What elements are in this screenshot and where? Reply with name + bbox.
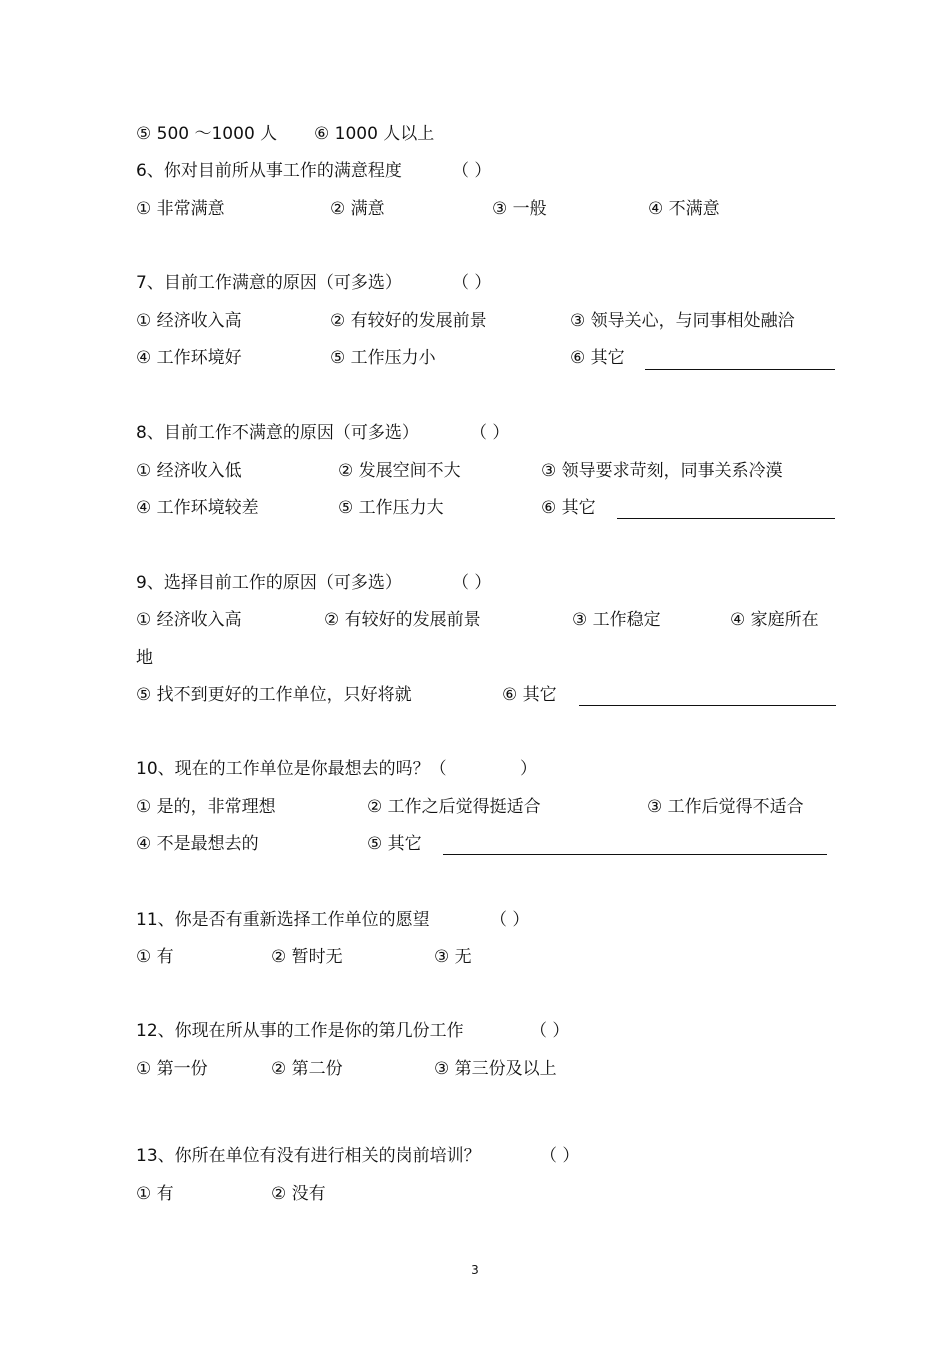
question-11-answer-paren[interactable]: （ ）: [490, 910, 530, 930]
q7-other-blank[interactable]: [645, 369, 835, 370]
question-8-title: 8、目前工作不满意的原因（可多选）: [136, 423, 419, 443]
q13-option-1[interactable]: ① 有: [136, 1184, 174, 1204]
q10-option-5[interactable]: ⑤ 其它: [367, 834, 422, 854]
question-7-title: 7、目前工作满意的原因（可多选）: [136, 273, 402, 293]
q11-option-3[interactable]: ③ 无: [434, 947, 472, 967]
q10-option-1[interactable]: ① 是的，非常理想: [136, 797, 276, 817]
q7-option-3[interactable]: ③ 领导关心，与同事相处融洽: [570, 311, 795, 331]
q7-option-4[interactable]: ④ 工作环境好: [136, 348, 242, 368]
q9-option-1[interactable]: ① 经济收入高: [136, 610, 242, 630]
q8-option-4[interactable]: ④ 工作环境较差: [136, 498, 259, 518]
q9-option-2[interactable]: ② 有较好的发展前景: [324, 610, 481, 630]
q11-option-2[interactable]: ② 暂时无: [271, 947, 343, 967]
q10-option-3[interactable]: ③ 工作后觉得不适合: [647, 797, 804, 817]
option-1000-plus[interactable]: ⑥ 1000 人以上: [314, 124, 435, 144]
question-7-answer-paren[interactable]: （ ）: [452, 273, 492, 293]
q8-option-5[interactable]: ⑤ 工作压力大: [338, 498, 444, 518]
q13-option-2[interactable]: ② 没有: [271, 1184, 326, 1204]
question-10-answer-paren[interactable]: ）: [520, 759, 537, 779]
question-6-answer-paren[interactable]: （ ）: [452, 161, 492, 181]
question-10-title: 10、现在的工作单位是你最想去的吗？（: [136, 759, 447, 779]
q9-option-4-wrap: 地: [136, 648, 153, 668]
question-13-answer-paren[interactable]: （ ）: [540, 1146, 580, 1166]
question-12-answer-paren[interactable]: （ ）: [530, 1021, 570, 1041]
q7-option-2[interactable]: ② 有较好的发展前景: [330, 311, 487, 331]
q7-option-6[interactable]: ⑥ 其它: [570, 348, 625, 368]
q8-option-3[interactable]: ③ 领导要求苛刻，同事关系冷漠: [541, 461, 783, 481]
q8-option-1[interactable]: ① 经济收入低: [136, 461, 242, 481]
q6-option-1[interactable]: ① 非常满意: [136, 199, 225, 219]
question-6-title: 6、你对目前所从事工作的满意程度: [136, 161, 402, 181]
q12-option-3[interactable]: ③ 第三份及以上: [434, 1059, 557, 1079]
q8-other-blank[interactable]: [617, 518, 835, 519]
q10-other-blank[interactable]: [443, 854, 827, 855]
question-9-answer-paren[interactable]: （ ）: [452, 573, 492, 593]
question-13-title: 13、你所在单位有没有进行相关的岗前培训？: [136, 1146, 481, 1166]
q8-option-6[interactable]: ⑥ 其它: [541, 498, 596, 518]
q8-option-2[interactable]: ② 发展空间不大: [338, 461, 461, 481]
q9-option-3[interactable]: ③ 工作稳定: [572, 610, 661, 630]
q6-option-4[interactable]: ④ 不满意: [648, 199, 720, 219]
page-number: 3: [471, 1263, 479, 1277]
q7-option-5[interactable]: ⑤ 工作压力小: [330, 348, 436, 368]
q6-option-3[interactable]: ③ 一般: [492, 199, 547, 219]
question-9-title: 9、选择目前工作的原因（可多选）: [136, 573, 402, 593]
question-8-answer-paren[interactable]: （ ）: [470, 423, 510, 443]
q6-option-2[interactable]: ② 满意: [330, 199, 385, 219]
question-12-title: 12、你现在所从事的工作是你的第几份工作: [136, 1021, 464, 1041]
q12-option-2[interactable]: ② 第二份: [271, 1059, 343, 1079]
q11-option-1[interactable]: ① 有: [136, 947, 174, 967]
q9-option-5[interactable]: ⑤ 找不到更好的工作单位，只好将就: [136, 685, 412, 705]
q10-option-4[interactable]: ④ 不是最想去的: [136, 834, 259, 854]
q9-other-blank[interactable]: [579, 705, 836, 706]
q9-option-4[interactable]: ④ 家庭所在: [730, 610, 819, 630]
q10-option-2[interactable]: ② 工作之后觉得挺适合: [367, 797, 541, 817]
q12-option-1[interactable]: ① 第一份: [136, 1059, 208, 1079]
question-11-title: 11、你是否有重新选择工作单位的愿望: [136, 910, 430, 930]
option-500-1000[interactable]: ⑤ 500 ～1000 人: [136, 124, 278, 144]
q9-option-6[interactable]: ⑥ 其它: [502, 685, 557, 705]
q7-option-1[interactable]: ① 经济收入高: [136, 311, 242, 331]
